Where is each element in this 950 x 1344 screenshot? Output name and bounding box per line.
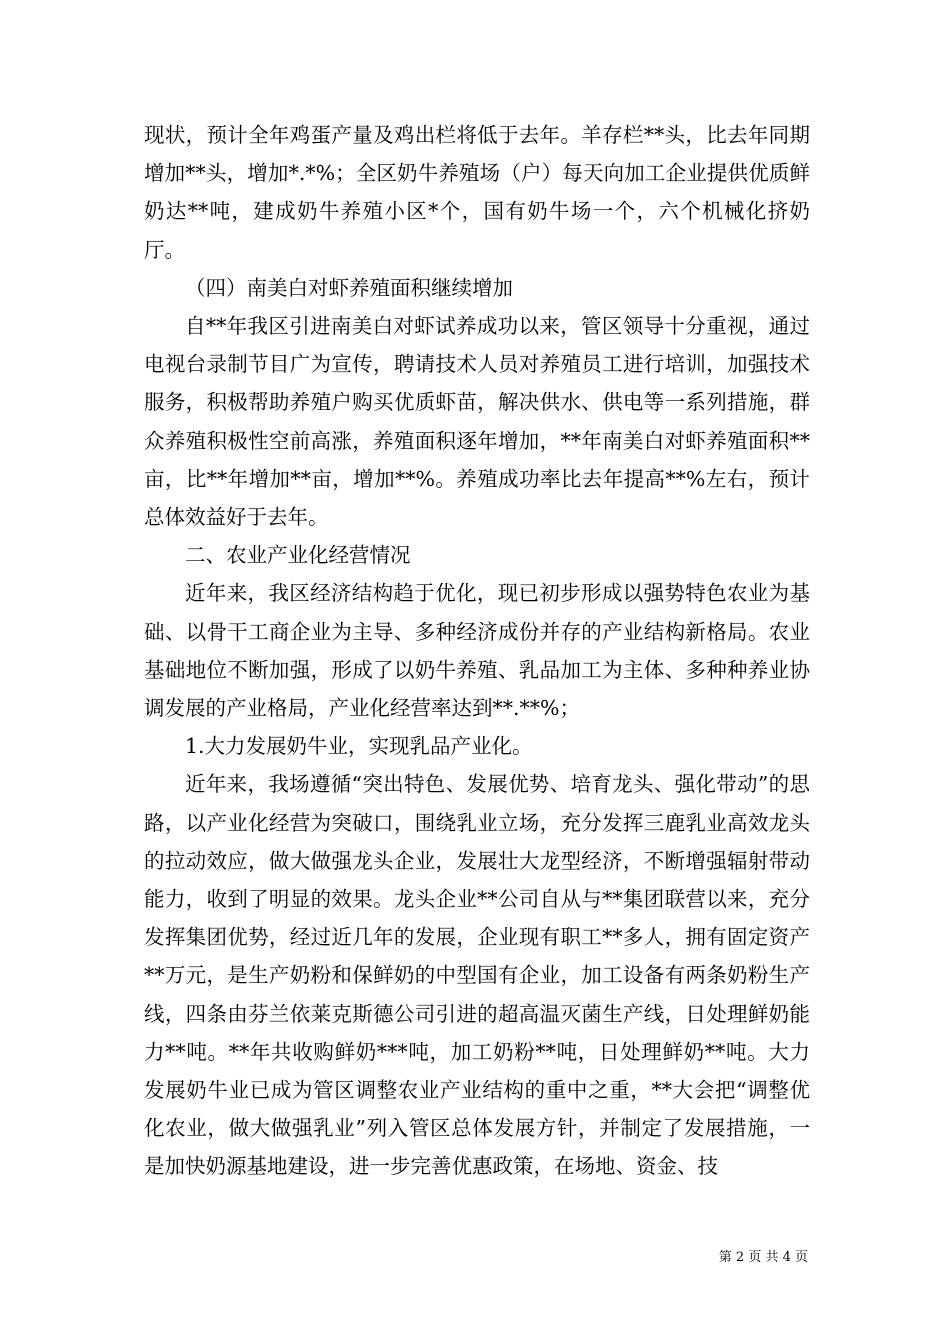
paragraph-industrialization: 近年来，我区经济结构趋于优化，现已初步形成以强势特色农业为基础、以骨干工商企业为主导、多种经济成份并存的产业结构新格局。农业基础地位不断加强，形成了以奶牛养殖、乳品加工为主体、多种种养业协调发展的产业格局，产业化经营率达到**.**%；	[144, 581, 810, 721]
paragraph-shrimp: 自**年我区引进南美白对虾试养成功以来，管区领导十分重视，通过电视台录制节目广为宣传，聘请技术人员对养殖员工进行培训，加强技术服务，积极帮助养殖户购买优质虾苗，解决供水、供电等一系列措施，群众养殖积极性空前高涨，养殖面积逐年增加，**年南美白对虾养殖面积**亩，比**年增加**亩，增加**%。养殖成功率比去年提高**%左右，预计总体效益好于去年。	[144, 314, 810, 530]
paragraph-livestock-status: 现状，预计全年鸡蛋产量及鸡出栏将低于去年。羊存栏**头，比去年同期增加**头，增加*.*%；全区奶牛养殖场（户）每天向加工企业提供优质鲜奶达**吨，建成奶牛养殖小区*个，国有奶牛场一个，六个机械化挤奶厅。	[144, 123, 810, 262]
section-heading-industrialization: 二、农业产业化经营情况	[185, 543, 411, 568]
page-number-footer: 第 2 页 共 4 页	[718, 1250, 808, 1265]
section-heading-shrimp: （四）南美白对虾养殖面积继续增加	[185, 275, 513, 300]
subsection-heading-dairy: 1.大力发展奶牛业，实现乳品产业化。	[185, 734, 533, 759]
document-body	[144, 116, 810, 1186]
paragraph-dairy: 近年来，我场遵循“突出特色、发展优势、培育龙头、强化带动”的思路，以产业化经营为突破口，围绕乳业立场，充分发挥三鹿乳业高效龙头的拉动效应，做大做强龙头企业，发展壮大龙型经济，不断增强辐射带动能力，收到了明显的效果。龙头企业**公司自从与**集团联营以来，充分发挥集团优势，经过近几年的发展，企业现有职工**多人，拥有固定资产**万元，是生产奶粉和保鲜奶的中型国有企业，加工设备有两条奶粉生产线，四条由芬兰依莱克斯德公司引进的超高温灭菌生产线，日处理鲜奶能力**吨。**年共收购鲜奶***吨，加工奶粉**吨，日处理鲜奶**吨。大力发展奶牛业已成为管区调整农业产业结构的重中之重，**大会把“调整优化农业，做大做强乳业”列入管区总体发展方针，并制定了发展措施，一是加快奶源基地建设，进一步完善优惠政策，在场地、资金、技	[144, 772, 810, 1179]
